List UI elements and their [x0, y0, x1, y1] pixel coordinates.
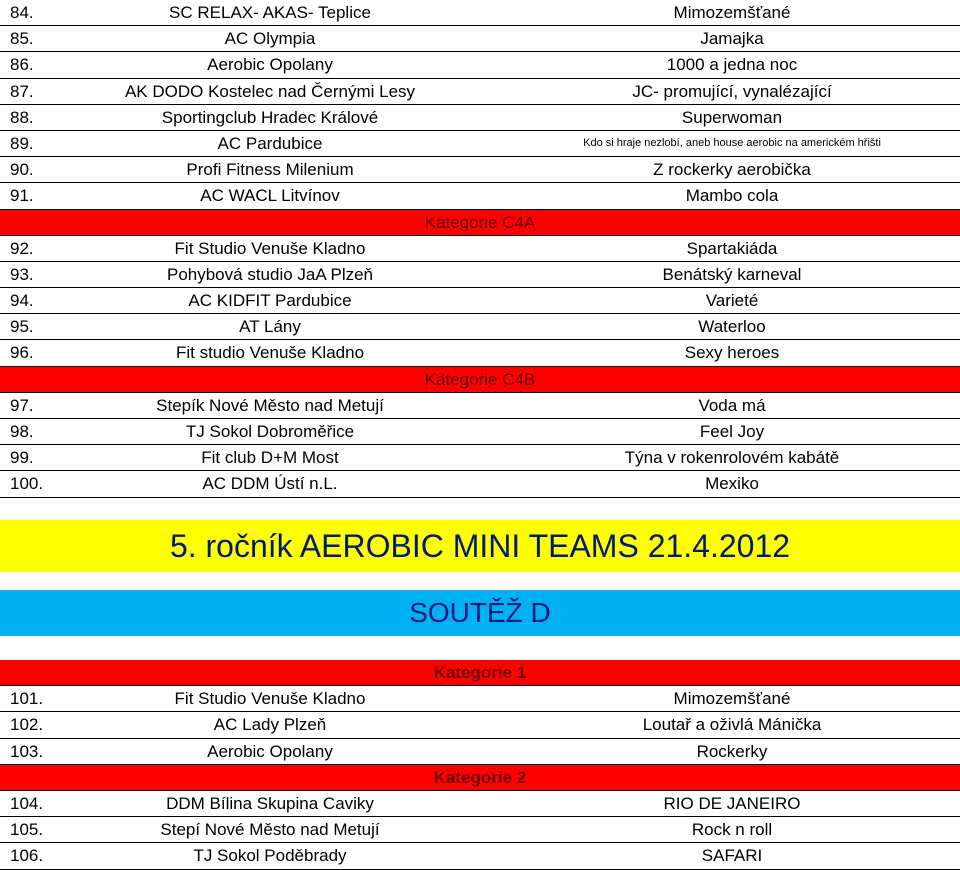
- row-number: 105.: [10, 820, 44, 840]
- category-header-c4b: Kategorie C4B: [0, 367, 960, 393]
- performance-name: 1000 a jedna noc: [666, 55, 798, 75]
- performance-name: Mambo cola: [685, 186, 779, 206]
- performance-name: Varieté: [705, 291, 759, 311]
- club-name: AC Pardubice: [217, 133, 323, 153]
- performance-name: Z rockerky aerobička: [653, 160, 811, 180]
- row-number: 106.: [10, 846, 44, 866]
- table-row: [0, 183, 960, 209]
- performance-name: Sexy heroes: [684, 343, 780, 363]
- table-row: [0, 739, 960, 765]
- club-name: Profi Fitness Milenium: [186, 160, 354, 180]
- club-name: Pohybová studio JaA Plzeň: [166, 264, 374, 284]
- row-number: 95.: [10, 317, 34, 337]
- performance-name: Mimozemšťané: [673, 689, 791, 709]
- club-name: AC DDM Ústí n.L.: [202, 474, 338, 494]
- table-row: [0, 393, 960, 419]
- category-header-2: Kategorie 2: [0, 765, 960, 791]
- table-row: [0, 131, 960, 157]
- club-name: TJ Sokol Dobroměřice: [185, 422, 355, 441]
- row-number: 92.: [10, 238, 34, 258]
- row-number: 103.: [10, 741, 44, 761]
- club-name: AC Olympia: [224, 29, 316, 49]
- row-number: 88.: [10, 107, 34, 127]
- table-row: [0, 791, 960, 817]
- row-number: 94.: [10, 291, 34, 311]
- table-row: [0, 236, 960, 262]
- performance-name: Feel Joy: [699, 422, 765, 441]
- performance-name: RIO DE JANEIRO: [663, 793, 801, 813]
- table-row: [0, 419, 960, 445]
- performance-name: JC- promující, vynalézající: [632, 81, 832, 101]
- table-row: [0, 288, 960, 314]
- club-name: Aerobic Opolany: [207, 741, 333, 761]
- table-row: [0, 52, 960, 78]
- category-header-1: Kategorie 1: [0, 660, 960, 686]
- club-name: Sportingclub Hradec Králové: [161, 107, 379, 127]
- performance-name: Týna v rokenrolovém kabátě: [624, 448, 840, 468]
- club-name: Stepí Nové Město nad Metují: [160, 820, 380, 840]
- row-number: 98.: [10, 422, 34, 441]
- row-number: 99.: [10, 448, 34, 468]
- club-name: TJ Sokol Poděbrady: [193, 846, 347, 866]
- performance-name: Mexiko: [705, 474, 759, 494]
- row-number: 91.: [10, 186, 34, 206]
- event-title-banner: 5. ročník AEROBIC MINI TEAMS 21.4.2012: [0, 520, 960, 572]
- performance-name: Loutař a oživlá Mánička: [642, 715, 822, 735]
- club-name: Fit Studio Venuše Kladno: [174, 689, 366, 709]
- competition-title-banner: SOUTĚŽ D: [0, 590, 960, 636]
- club-name: AC KIDFIT Pardubice: [188, 291, 352, 311]
- row-number: 96.: [10, 343, 34, 363]
- performance-name: Spartakiáda: [686, 238, 778, 258]
- row-number: 87.: [10, 81, 34, 101]
- performance-name: Mimozemšťané: [673, 3, 791, 22]
- performance-name: Jamajka: [700, 29, 764, 49]
- table-row: [0, 843, 960, 869]
- club-name: Stepík Nové Město nad Metují: [156, 395, 384, 415]
- club-name: Fit studio Venuše Kladno: [175, 343, 365, 363]
- row-number: 89.: [10, 133, 34, 153]
- table-row: [0, 445, 960, 471]
- results-list-bottom: [0, 660, 960, 870]
- club-name: AC Lady Plzeň: [213, 715, 327, 735]
- row-number: 90.: [10, 160, 34, 180]
- table-row: [0, 26, 960, 52]
- club-name: AK DODO Kostelec nad Černými Lesy: [124, 81, 416, 101]
- row-number: 100.: [10, 474, 44, 494]
- table-row: [0, 105, 960, 131]
- row-number: 85.: [10, 29, 34, 49]
- table-row: [0, 314, 960, 340]
- row-number: 97.: [10, 395, 34, 415]
- row-number: 86.: [10, 55, 34, 75]
- table-row: [0, 712, 960, 738]
- row-number: 104.: [10, 793, 44, 813]
- performance-name: Kdo si hraje nezlobí, aneb house aerobic na americkém hřišti: [583, 136, 881, 149]
- category-header-c4a: Kategorie C4A: [0, 210, 960, 236]
- table-row: [0, 0, 960, 26]
- performance-name: Rock n roll: [691, 820, 773, 840]
- row-number: 101.: [10, 689, 44, 709]
- table-row: [0, 157, 960, 183]
- club-name: Aerobic Opolany: [207, 55, 333, 75]
- club-name: SC RELAX- AKAS- Teplice: [169, 3, 371, 22]
- club-name: DDM Bílina Skupina Caviky: [166, 793, 374, 813]
- row-number: 84.: [10, 3, 34, 22]
- club-name: Fit Studio Venuše Kladno: [174, 238, 366, 258]
- table-row: [0, 262, 960, 288]
- table-row: [0, 817, 960, 843]
- performance-name: SAFARI: [701, 846, 763, 866]
- performance-name: Waterloo: [698, 317, 766, 337]
- performance-name: Benátský karneval: [662, 264, 802, 284]
- club-name: AT Lány: [239, 317, 301, 337]
- performance-name: Rockerky: [696, 741, 768, 761]
- performance-name: Voda má: [698, 395, 766, 415]
- club-name: Fit club D+M Most: [201, 448, 339, 468]
- row-number: 93.: [10, 264, 34, 284]
- row-number: 102.: [10, 715, 44, 735]
- performance-name: Superwoman: [681, 107, 783, 127]
- club-name: AC WACL Litvínov: [200, 186, 340, 206]
- table-row: [0, 471, 960, 497]
- table-row: [0, 340, 960, 366]
- table-row: [0, 686, 960, 712]
- table-row: [0, 79, 960, 105]
